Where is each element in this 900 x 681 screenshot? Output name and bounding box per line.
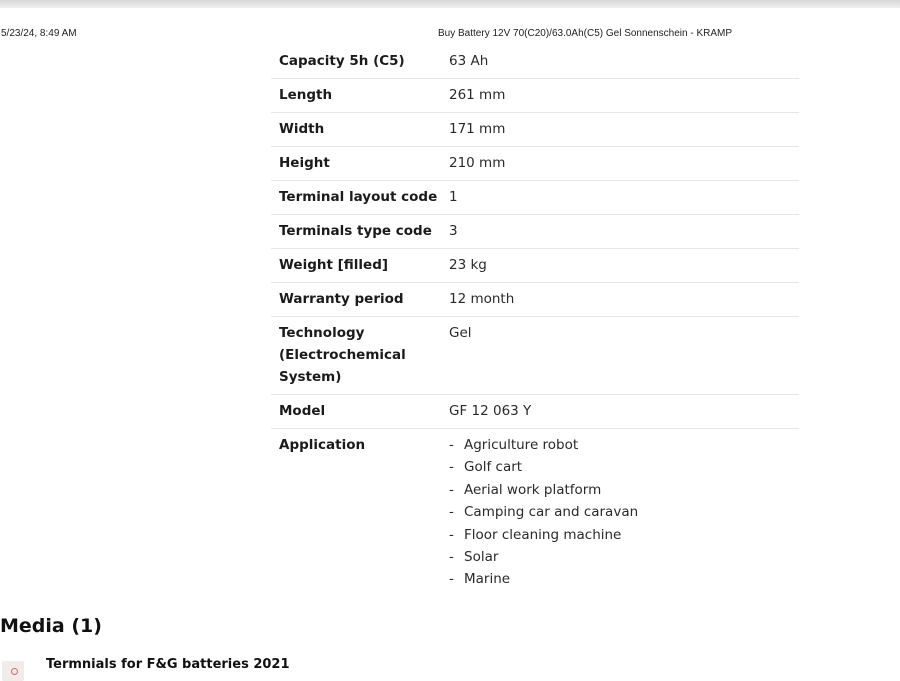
spec-value: 12 month xyxy=(449,291,515,307)
media-heading: Media (1) xyxy=(0,615,102,637)
pdf-icon xyxy=(2,661,24,681)
spec-label: Width xyxy=(279,121,325,137)
application-list-container xyxy=(449,434,799,591)
spec-label: Model xyxy=(279,403,326,419)
list-item: - Agriculture robot xyxy=(449,437,579,453)
spec-row-width xyxy=(271,113,799,147)
application-item: Agriculture robot xyxy=(464,437,579,453)
application-item: Marine xyxy=(464,571,511,588)
spec-value: 261 mm xyxy=(449,87,506,103)
list-item: - Camping car and caravan xyxy=(449,504,639,521)
spec-row-application xyxy=(271,429,799,597)
spec-label: Length xyxy=(279,87,333,103)
spec-label: Technology (Electrochemical System) xyxy=(279,325,406,385)
spec-label: Capacity 5h (C5) xyxy=(279,53,405,69)
spec-row-height xyxy=(271,147,799,181)
spec-label: Terminal layout code xyxy=(279,189,438,205)
application-list xyxy=(449,434,799,591)
list-item: - Solar xyxy=(449,549,499,566)
media-item[interactable] xyxy=(0,655,400,675)
spec-value: 171 mm xyxy=(449,121,506,137)
list-item: - Marine xyxy=(449,571,511,588)
application-item: Solar xyxy=(464,549,499,566)
application-item: Camping car and caravan xyxy=(464,504,639,521)
spec-row-weight xyxy=(271,249,799,283)
spec-label: Terminals type code xyxy=(279,223,432,239)
spec-value: 210 mm xyxy=(449,155,506,171)
spec-label: Height xyxy=(279,155,330,171)
spec-label: Application xyxy=(279,437,366,453)
application-item: Golf cart xyxy=(464,459,523,476)
spec-row-technology xyxy=(271,317,799,395)
print-page-title: Buy Battery 12V 70(C20)/63.0Ah(C5) Gel Sonnenschein - KRAMP xyxy=(438,28,733,39)
spec-label: Warranty period xyxy=(279,291,404,307)
list-item: - Floor cleaning machine xyxy=(449,526,622,543)
spec-value: 63 Ah xyxy=(449,53,489,69)
print-date: 5/23/24, 8:49 AM xyxy=(1,28,77,39)
spec-row-length xyxy=(271,79,799,113)
media-link[interactable]: Termnials for F&G batteries 2021 xyxy=(46,657,290,672)
specifications-table xyxy=(271,45,799,597)
application-item: Floor cleaning machine xyxy=(464,526,622,543)
application-item: Aerial work platform xyxy=(464,481,602,498)
spec-row-terminal-layout xyxy=(271,181,799,215)
spec-row-warranty xyxy=(271,283,799,317)
spec-value: 1 xyxy=(449,189,458,205)
spec-value: 23 kg xyxy=(449,257,487,273)
spec-row-capacity xyxy=(271,45,799,79)
spec-row-model xyxy=(271,395,799,429)
spec-value: Gel xyxy=(449,325,472,341)
spec-value: GF 12 063 Y xyxy=(449,403,532,419)
spec-row-terminal-type xyxy=(271,215,799,249)
spec-value: 3 xyxy=(449,223,458,239)
browser-top-edge xyxy=(0,0,900,8)
list-item: - Aerial work platform xyxy=(449,481,602,498)
spec-label: Weight [filled] xyxy=(279,257,389,273)
list-item: - Golf cart xyxy=(449,459,523,476)
